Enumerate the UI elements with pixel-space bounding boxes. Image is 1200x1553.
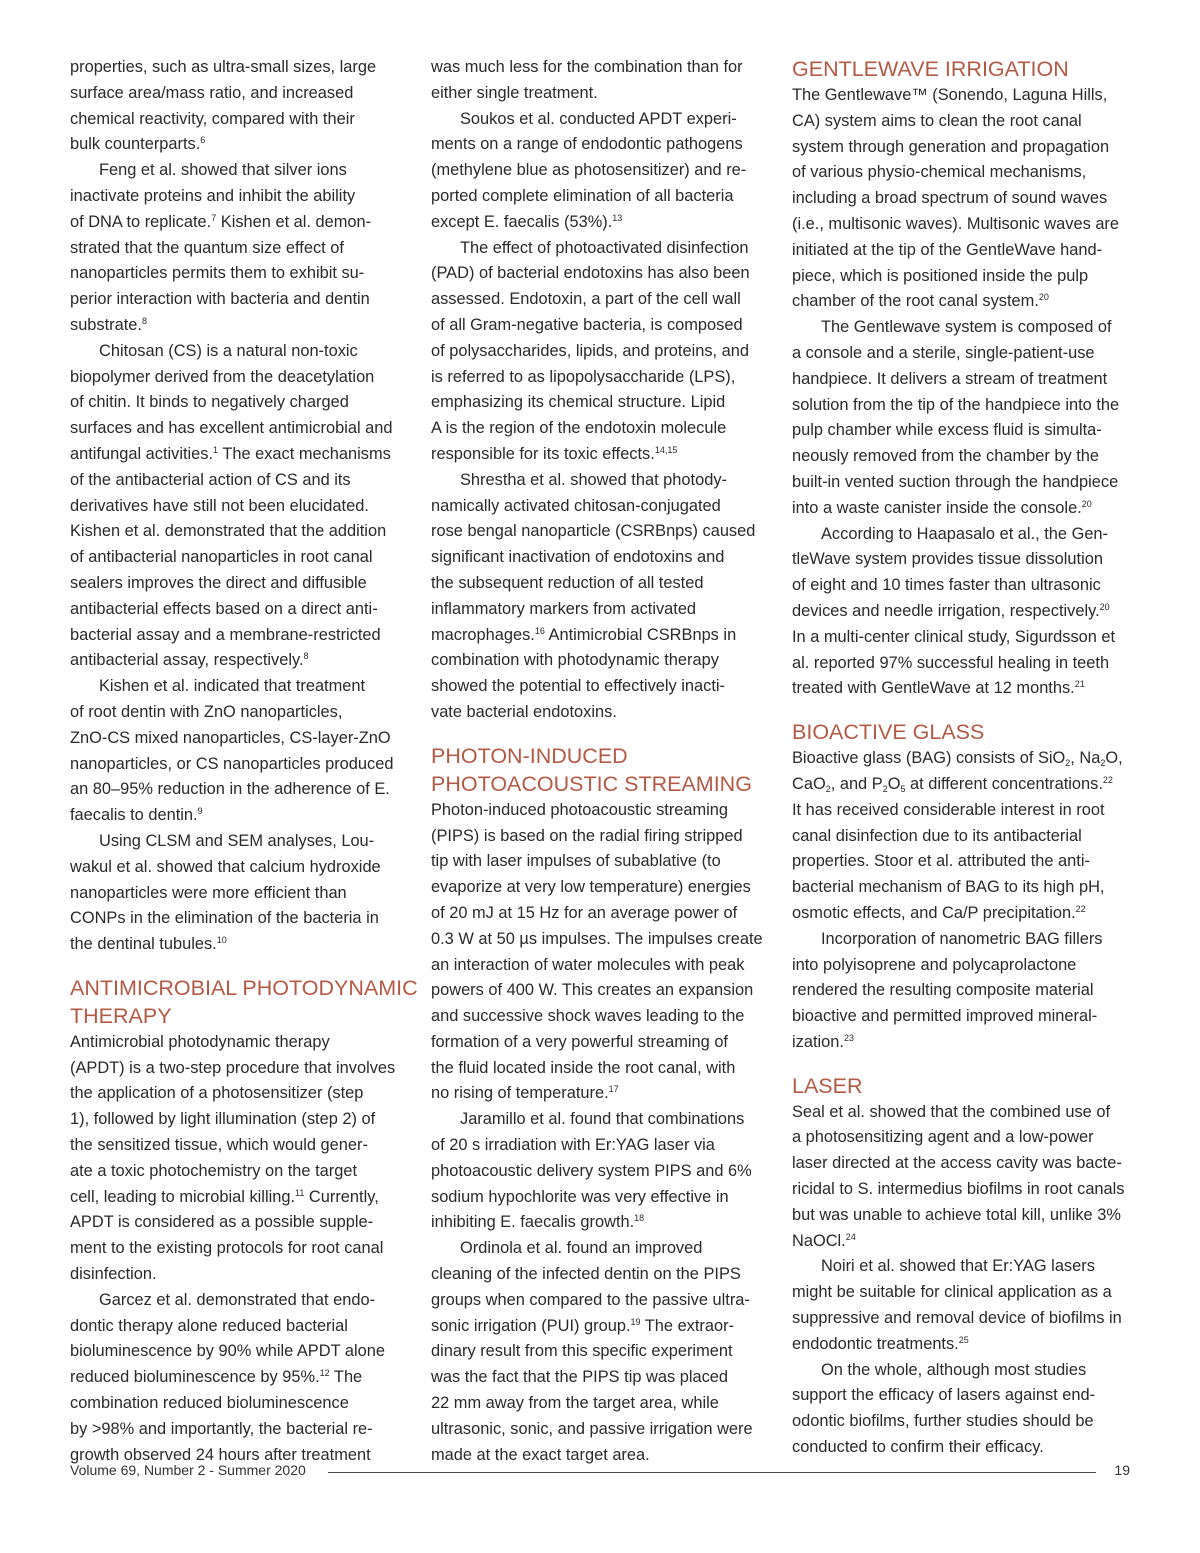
text-line: the dentinal tubules.$^{10}$	[70, 935, 227, 954]
text-line: Kishen et al. indicated that treatment	[99, 677, 366, 696]
text-line: 1), followed by light illumination (step 2) of	[70, 1110, 376, 1129]
section-heading-photon-induced-cont: PHOTOACOUSTIC STREAMING	[431, 771, 752, 796]
text-line: bacterial mechanism of BAG to its high pH,	[792, 878, 1105, 897]
text-line: of eight and 10 times faster than ultrasonic	[792, 576, 1101, 595]
text-line: Kishen et al. demonstrated that the addition	[70, 522, 387, 541]
text-line: inactivate proteins and inhibit the ability	[70, 186, 356, 205]
chemical-subscript: 2	[825, 783, 831, 794]
text-line: ZnO-CS mixed nanoparticles, CS-layer-ZnO	[70, 728, 391, 747]
text-line: except E. faecalis (53%).$^{13}$	[431, 212, 623, 231]
text-line: of DNA to replicate.$^7$ Kishen et al. demon-	[70, 212, 372, 231]
section-heading-laser: LASER	[792, 1073, 863, 1098]
text-line: formation of a very powerful streaming of	[431, 1032, 728, 1051]
citation-superscript: 14,15	[654, 444, 678, 455]
text-line: cleaning of the infected dentin on the PIPS	[431, 1265, 741, 1284]
text-line: antibacterial effects based on a direct anti-	[70, 599, 378, 618]
text-line: rendered the resulting composite material	[792, 981, 1094, 1000]
text-line: (PAD) of bacterial endotoxins has also been	[431, 264, 750, 283]
text-line: properties, such as ultra-small sizes, large	[70, 58, 377, 76]
text-line: antifungal activities.$^1$ The exact mechanisms	[70, 444, 391, 463]
column-1	[70, 55, 418, 1468]
text-line: perior interaction with bacteria and dentin	[70, 290, 370, 309]
text-line: (APDT) is a two-step procedure that involves	[70, 1058, 396, 1077]
citation-superscript: 19	[630, 1316, 641, 1327]
text-line: (i.e., multisonic waves). Multisonic waves are	[792, 214, 1120, 233]
paragraph	[792, 1254, 1132, 1357]
text-line: A is the region of the endotoxin molecule	[431, 419, 727, 438]
text-line: ization.$^{23}$	[792, 1032, 854, 1051]
citation-superscript: 21	[1074, 679, 1085, 690]
text-line: into polyisoprene and polycaprolactone	[792, 955, 1077, 974]
section-heading-antimicrobial-photodynamic-cont: THERAPY	[70, 1003, 172, 1028]
text-line: bulk counterparts.$^6$	[70, 135, 206, 154]
text-line: (PIPS) is based on the radial firing stripped	[431, 826, 743, 845]
text-line: Seal et al. showed that the combined use of	[792, 1102, 1111, 1121]
text-line: surfaces and has excellent antimicrobial and	[70, 419, 393, 438]
paragraph	[792, 315, 1132, 521]
paragraph	[70, 674, 410, 829]
text-line: of polysaccharides, lipids, and proteins, and	[431, 341, 749, 360]
text-line: disinfection.	[70, 1265, 157, 1284]
paragraph	[70, 829, 410, 958]
citation-superscript: 23	[843, 1032, 854, 1043]
text-line: including a broad spectrum of sound waves	[792, 189, 1108, 208]
text-line: Garcez et al. demonstrated that endo-	[99, 1290, 376, 1309]
citation-superscript: 20	[1099, 601, 1110, 612]
text-line: either single treatment.	[431, 83, 598, 102]
footer-rule	[328, 1472, 1096, 1473]
text-line: namically activated chitosan-conjugated	[431, 496, 721, 515]
text-line: support the efficacy of lasers against end-	[792, 1386, 1096, 1405]
text-line: of the antibacterial action of CS and its	[70, 470, 351, 489]
text-line: chamber of the root canal system.$^{20}$	[792, 292, 1049, 311]
text-line: Ordinola et al. found an improved	[460, 1239, 703, 1258]
paragraph	[70, 55, 410, 158]
citation-superscript: 11	[295, 1187, 305, 1198]
text-line: faecalis to dentin.$^9$	[70, 806, 203, 825]
text-line: responsible for its toxic effects.$^{14,15}$	[431, 444, 678, 463]
citation-superscript: 7	[211, 212, 217, 223]
text-line: APDT is considered as a possible supple-	[70, 1213, 374, 1232]
text-line: of all Gram-negative bacteria, is composed	[431, 315, 743, 334]
text-line: The Gentlewave™ (Sonendo, Laguna Hills,	[792, 86, 1108, 104]
text-line: ricidal to S. intermedius biofilms in root canals	[792, 1180, 1125, 1199]
text-line: into a waste canister inside the console.$^{20}$	[792, 498, 1092, 517]
text-line: ate a toxic photochemistry on the target	[70, 1161, 357, 1180]
text-line: al. reported 97% successful healing in teeth	[792, 653, 1110, 672]
text-line: the fluid located inside the root canal, with	[431, 1058, 736, 1077]
text-line: It has received considerable interest in root	[792, 800, 1105, 819]
text-line: CONPs in the elimination of the bacteria in	[70, 909, 379, 928]
text-line: built-in vented suction through the handpiece	[792, 472, 1119, 491]
text-line: Bioactive glass (BAG) consists of SiO$_2$, $Na_2O$,	[792, 749, 1123, 769]
text-line: CA) system aims to clean the root canal	[792, 111, 1082, 130]
text-line: suppressive and removal device of biofilms in	[792, 1309, 1122, 1328]
text-line: inflammatory markers from activated	[431, 599, 697, 618]
text-line: rose bengal nanoparticle (CSRBnps) caused	[431, 522, 756, 541]
text-line: the application of a photosensitizer (step	[70, 1084, 364, 1103]
text-line: the sensitized tissue, which would gener-	[70, 1136, 368, 1155]
text-line: inhibiting E. faecalis growth.$^{18}$	[431, 1213, 645, 1232]
text-line: surface area/mass ratio, and increased	[70, 83, 354, 102]
text-line: combination with photodynamic therapy	[431, 651, 719, 670]
paragraph	[792, 746, 1132, 927]
text-line: bioluminescence by 90% while APDT alone	[70, 1342, 385, 1361]
section-heading-bioactive-glass: BIOACTIVE GLASS	[792, 720, 985, 745]
text-line: powers of 400 W. This creates an expansion	[431, 981, 754, 1000]
text-line: assessed. Endotoxin, a part of the cell wall	[431, 290, 741, 309]
paragraph	[431, 55, 771, 107]
text-line: by >98% and importantly, the bacterial re-	[70, 1419, 373, 1438]
text-line: vate bacterial endotoxins.	[431, 702, 617, 721]
text-line: Antimicrobial photodynamic therapy	[70, 1032, 330, 1051]
text-line: piece, which is positioned inside the pulp	[792, 266, 1089, 285]
text-line: of various physio-chemical mechanisms,	[792, 163, 1087, 182]
text-line: chemical reactivity, compared with their	[70, 109, 355, 128]
text-line: combination reduced bioluminescence	[70, 1394, 349, 1413]
text-line: was the fact that the PIPS tip was placed	[431, 1368, 729, 1387]
citation-superscript: 18	[634, 1213, 645, 1224]
chemical-subscript: 2	[1100, 758, 1106, 769]
text-line: devices and needle irrigation, respectively.$^{20}$	[792, 601, 1110, 620]
text-line: the subsequent reduction of all tested	[431, 573, 704, 592]
paragraph	[70, 1288, 410, 1469]
text-line: photoacoustic delivery system PIPS and 6%	[431, 1161, 752, 1180]
text-line: wakul et al. showed that calcium hydroxide	[70, 857, 381, 876]
text-line: bacterial assay and a membrane-restricted	[70, 625, 381, 644]
text-line: Shrestha et al. showed that photody-	[460, 470, 727, 489]
citation-superscript: 22	[1102, 774, 1113, 785]
text-line: derivatives have still not been elucidated.	[70, 496, 369, 515]
text-line: neously removed from the chamber by the	[792, 447, 1100, 466]
text-line: nanoparticles were more efficient than	[70, 883, 347, 902]
text-line: emphasizing its chemical structure. Lipid	[431, 393, 726, 412]
text-line: evaporize at very low temperature) energies	[431, 878, 751, 897]
text-line: properties. Stoor et al. attributed the anti-	[792, 852, 1090, 871]
citation-superscript: 22	[1075, 903, 1086, 914]
text-line: endodontic treatments.$^{25}$	[792, 1334, 969, 1353]
text-line: system through generation and propagation	[792, 137, 1110, 156]
citation-superscript: 12	[319, 1368, 330, 1379]
text-line: reduced bioluminescence by 95%.$^{12}$ The	[70, 1368, 363, 1387]
text-line: pulp chamber while excess fluid is simulta-	[792, 421, 1102, 440]
paragraph	[431, 107, 771, 236]
text-line: (methylene blue as photosensitizer) and re-	[431, 161, 747, 180]
text-line: made at the exact target area.	[431, 1445, 650, 1464]
section-heading-photon-induced: PHOTON-INDUCED	[431, 743, 628, 768]
text-line: According to Haapasalo et al., the Gen-	[821, 524, 1109, 543]
text-line: NaOCl.$^{24}$	[792, 1231, 856, 1250]
text-line: Incorporation of nanometric BAG fillers	[821, 929, 1103, 948]
text-line: a console and a sterile, single-patient-use	[792, 343, 1095, 362]
citation-superscript: 20	[1081, 498, 1092, 509]
text-line: conducted to confirm their efficacy.	[792, 1438, 1044, 1457]
text-line: macrophages.$^{16}$ Antimicrobial CSRBnps in	[431, 625, 737, 644]
text-line: 0.3 W at 50 µs impulses. The impulses create	[431, 929, 763, 948]
text-line: laser directed at the access cavity was bacte-	[792, 1154, 1122, 1173]
text-line: Noiri et al. showed that Er:YAG lasers	[821, 1257, 1095, 1276]
page-footer	[70, 1462, 1130, 1484]
paragraph	[792, 522, 1132, 703]
paragraph	[431, 1236, 771, 1468]
text-line: 22 mm away from the target area, while	[431, 1394, 719, 1413]
paragraph	[792, 1100, 1132, 1255]
page-number: 19	[1114, 1462, 1130, 1478]
citation-superscript: 20	[1038, 292, 1049, 303]
citation-superscript: 10	[216, 935, 227, 946]
text-line: nanoparticles permits them to exhibit su-	[70, 264, 365, 283]
column-2	[431, 55, 771, 1468]
paragraph	[792, 1358, 1132, 1461]
text-line: On the whole, although most studies	[821, 1360, 1087, 1379]
paragraph	[70, 1030, 410, 1288]
text-line: no rising of temperature.$^{17}$	[431, 1084, 619, 1103]
text-line: Using CLSM and SEM analyses, Lou-	[99, 831, 375, 850]
text-line: Soukos et al. conducted APDT experi-	[460, 109, 737, 128]
text-line: an 80–95% reduction in the adherence of E.	[70, 780, 390, 799]
text-line: Jaramillo et al. found that combinations	[460, 1110, 745, 1129]
text-line: canal disinfection due to its antibacterial	[792, 826, 1082, 845]
text-line: CaO$_2$, and $P_2O_5$ at different concentrations.$^{22}$	[792, 774, 1113, 794]
text-line: was much less for the combination than for	[431, 58, 743, 76]
text-line: of root dentin with ZnO nanoparticles,	[70, 702, 343, 721]
text-line: strated that the quantum size effect of	[70, 238, 344, 257]
paragraph	[792, 927, 1132, 1056]
citation-superscript: 8	[303, 651, 309, 662]
text-line: sodium hypochlorite was very effective in	[431, 1187, 729, 1206]
text-line: ments on a range of endodontic pathogens	[431, 135, 743, 154]
text-line: of 20 s irradiation with Er:YAG laser via	[431, 1136, 715, 1155]
text-line: ported complete elimination of all bacteria	[431, 186, 734, 205]
paragraph	[431, 236, 771, 468]
text-line: handpiece. It delivers a stream of treatment	[792, 369, 1108, 388]
paragraph	[70, 339, 410, 674]
text-line: substrate.$^8$	[70, 315, 147, 334]
text-line: antibacterial assay, respectively.$^8$	[70, 651, 309, 670]
citation-superscript: 17	[608, 1084, 619, 1095]
text-line: cell, leading to microbial killing.$^{11}$ Currently,	[70, 1187, 379, 1206]
citation-superscript: 9	[197, 806, 203, 817]
paragraph	[70, 158, 410, 339]
text-line: an interaction of water molecules with peak	[431, 955, 745, 974]
text-line: nanoparticles, or CS nanoparticles produced	[70, 754, 394, 773]
text-line: growth observed 24 hours after treatment	[70, 1445, 371, 1464]
paragraph	[431, 1107, 771, 1236]
text-line: tip with laser impulses of subablative (to	[431, 852, 721, 871]
column-3	[792, 55, 1132, 1461]
section-heading-gentlewave: GENTLEWAVE IRRIGATION	[792, 57, 1069, 81]
text-line: showed the potential to effectively inacti-	[431, 677, 725, 696]
text-line: odontic biofilms, further studies should be	[792, 1412, 1094, 1431]
text-line: Photon-induced photoacoustic streaming	[431, 800, 729, 819]
citation-superscript: 6	[200, 135, 206, 146]
paragraph	[431, 798, 771, 1108]
text-line: but was unable to achieve total kill, unlike 3%	[792, 1205, 1121, 1224]
text-line: dontic therapy alone reduced bacterial	[70, 1316, 348, 1335]
text-line: In a multi-center clinical study, Sigurdsson et	[792, 627, 1116, 646]
text-line: The effect of photoactivated disinfection	[460, 238, 749, 257]
text-line: tleWave system provides tissue dissolution	[792, 550, 1103, 569]
text-line: biopolymer derived from the deacetylation	[70, 367, 375, 386]
text-line: sealers improves the direct and diffusible	[70, 573, 367, 592]
text-line: a photosensitizing agent and a low-power	[792, 1128, 1094, 1147]
text-line: ultrasonic, sonic, and passive irrigation were	[431, 1419, 753, 1438]
text-line: of antibacterial nanoparticles in root canal	[70, 548, 373, 567]
text-line: and successive shock waves leading to the	[431, 1007, 745, 1026]
text-line: osmotic effects, and Ca/P precipitation.$^{22}$	[792, 903, 1086, 922]
text-line: sonic irrigation (PUI) group.$^{19}$ The extraor-	[431, 1316, 735, 1335]
citation-superscript: 24	[845, 1231, 856, 1242]
issue-label: Volume 69, Number 2 - Summer 2020	[70, 1462, 306, 1478]
paragraph	[431, 468, 771, 726]
section-heading-antimicrobial-photodynamic: ANTIMICROBIAL PHOTODYNAMIC	[70, 975, 418, 1000]
text-line: Chitosan (CS) is a natural non-toxic	[99, 341, 358, 360]
text-line: ment to the existing protocols for root canal	[70, 1239, 384, 1258]
text-line: solution from the tip of the handpiece into the	[792, 395, 1120, 414]
text-line: groups when compared to the passive ultra-	[431, 1290, 750, 1309]
text-line: treated with GentleWave at 12 months.$^{21}$	[792, 679, 1085, 698]
citation-superscript: 25	[958, 1334, 969, 1345]
text-line: The Gentlewave system is composed of	[821, 318, 1112, 337]
citation-superscript: 16	[534, 625, 545, 636]
text-line: bioactive and permitted improved mineral-	[792, 1007, 1098, 1026]
citation-superscript: 8	[141, 315, 147, 326]
text-line: initiated at the tip of the GentleWave hand-	[792, 240, 1103, 259]
citation-superscript: 13	[612, 212, 623, 223]
text-line: is referred to as lipopolysaccharide (LPS),	[431, 367, 736, 386]
chemical-subscript: 2	[1065, 758, 1071, 769]
text-line: of 20 mJ at 15 Hz for an average power of	[431, 903, 738, 922]
text-line: dinary result from this specific experiment	[431, 1342, 733, 1361]
paragraph	[792, 83, 1132, 315]
text-line: might be suitable for clinical application as a	[792, 1283, 1112, 1302]
text-line: Feng et al. showed that silver ions	[99, 161, 347, 180]
chemical-subscript: 5	[900, 783, 906, 794]
chemical-subscript: 2	[882, 783, 888, 794]
text-line: significant inactivation of endotoxins and	[431, 548, 725, 567]
text-line: of chitin. It binds to negatively charged	[70, 393, 349, 412]
citation-superscript: 1	[213, 444, 219, 455]
